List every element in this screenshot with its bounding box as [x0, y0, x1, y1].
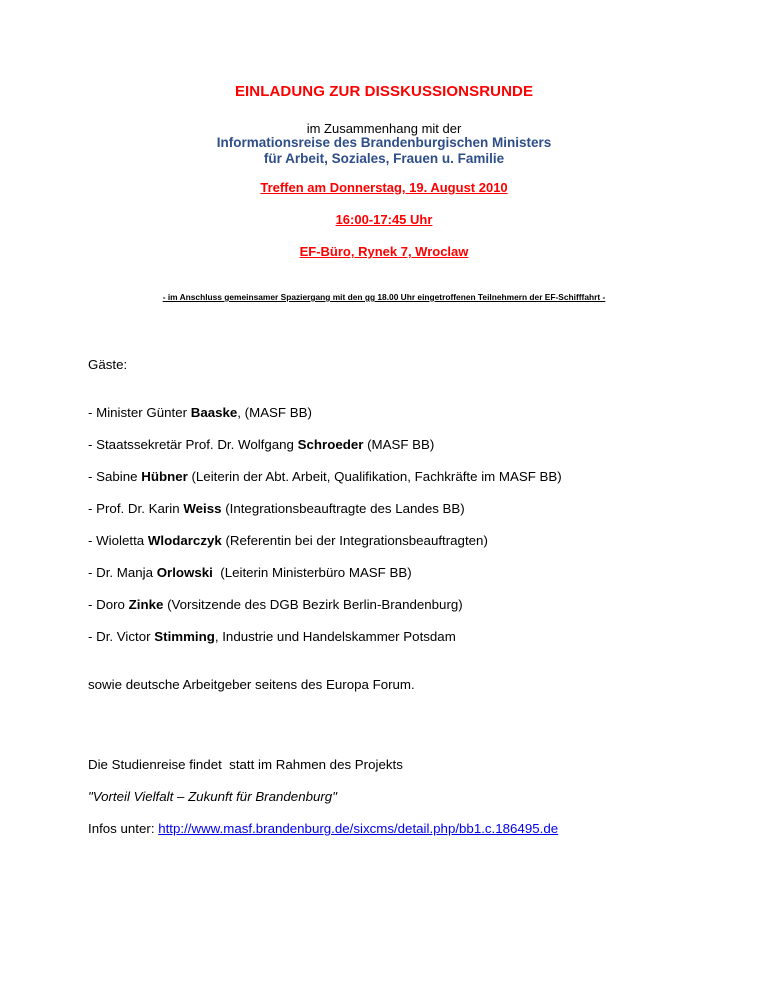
- guest-affiliation: (Integrationsbeauftragte des Landes BB): [221, 501, 465, 516]
- walk-note: - im Anschluss gemeinsamer Spaziergang mit den gg 18.00 Uhr eingetroffenen Teilnehmern der EF-Schifffahrt -: [162, 292, 606, 302]
- guest-affiliation: (MASF BB): [363, 437, 435, 452]
- info-link[interactable]: http://www.masf.brandenburg.de/sixcms/detail.php/bb1.c.186495.de: [158, 821, 559, 836]
- guest-affiliation: , (MASF BB): [237, 405, 312, 420]
- closing-line: sowie deutsche Arbeitgeber seitens des Europa Forum.: [88, 677, 415, 692]
- study-trip-line: Die Studienreise findet statt im Rahmen des Projekts: [88, 757, 403, 772]
- guest-item: [88, 501, 465, 516]
- guest-name: Wlodarczyk: [147, 533, 222, 548]
- guest-name: Weiss: [183, 501, 222, 516]
- guest-title: - Doro: [88, 597, 129, 612]
- document-title: EINLADUNG ZUR DISSKUSSIONSRUNDE: [234, 83, 534, 100]
- guest-name: Stimming: [154, 629, 215, 644]
- guest-affiliation: , Industrie und Handelskammer Potsdam: [214, 629, 456, 644]
- guest-item: [88, 597, 463, 612]
- guest-name: Hübner: [141, 469, 188, 484]
- guest-title: - Sabine: [88, 469, 142, 484]
- guest-item: [88, 565, 412, 580]
- guest-title: - Wioletta: [88, 533, 148, 548]
- guest-name: Orlowski: [156, 565, 213, 580]
- project-name: "Vorteil Vielfalt – Zukunft für Brandenburg": [88, 789, 337, 804]
- guest-title: - Prof. Dr. Karin: [88, 501, 184, 516]
- guests-label: Gäste:: [88, 357, 128, 372]
- guest-affiliation: (Leiterin der Abt. Arbeit, Qualifikation, Fachkräfte im MASF BB): [187, 469, 562, 484]
- guest-name: Schroeder: [297, 437, 364, 452]
- organization-line-2: für Arbeit, Soziales, Frauen u. Familie: [263, 151, 505, 166]
- guest-item: [88, 629, 456, 644]
- guest-affiliation: (Vorsitzende des DGB Bezirk Berlin-Brandenburg): [163, 597, 463, 612]
- guest-affiliation: (Referentin bei der Integrationsbeauftragten): [221, 533, 488, 548]
- guest-item: [88, 437, 434, 452]
- info-line: [88, 821, 558, 836]
- guest-item: [88, 533, 488, 548]
- guest-title: - Dr. Victor: [88, 629, 155, 644]
- guest-name: Zinke: [128, 597, 164, 612]
- info-label: Infos unter:: [88, 821, 159, 836]
- guest-name: Baaske: [190, 405, 238, 420]
- guest-item: [88, 469, 562, 484]
- meeting-time: 16:00-17:45 Uhr: [335, 212, 433, 227]
- guest-item: [88, 405, 312, 420]
- meeting-place: EF-Büro, Rynek 7, Wroclaw: [299, 244, 469, 259]
- guest-affiliation: (Leiterin Ministerbüro MASF BB): [212, 565, 412, 580]
- guest-title: - Dr. Manja: [88, 565, 157, 580]
- guest-title: - Minister Günter: [88, 405, 191, 420]
- organization-line-1: Informationsreise des Brandenburgischen Ministers: [216, 135, 552, 150]
- intro-line: im Zusammenhang mit der: [306, 121, 462, 136]
- meeting-date: Treffen am Donnerstag, 19. August 2010: [260, 180, 508, 195]
- guest-title: - Staatssekretär Prof. Dr. Wolfgang: [88, 437, 298, 452]
